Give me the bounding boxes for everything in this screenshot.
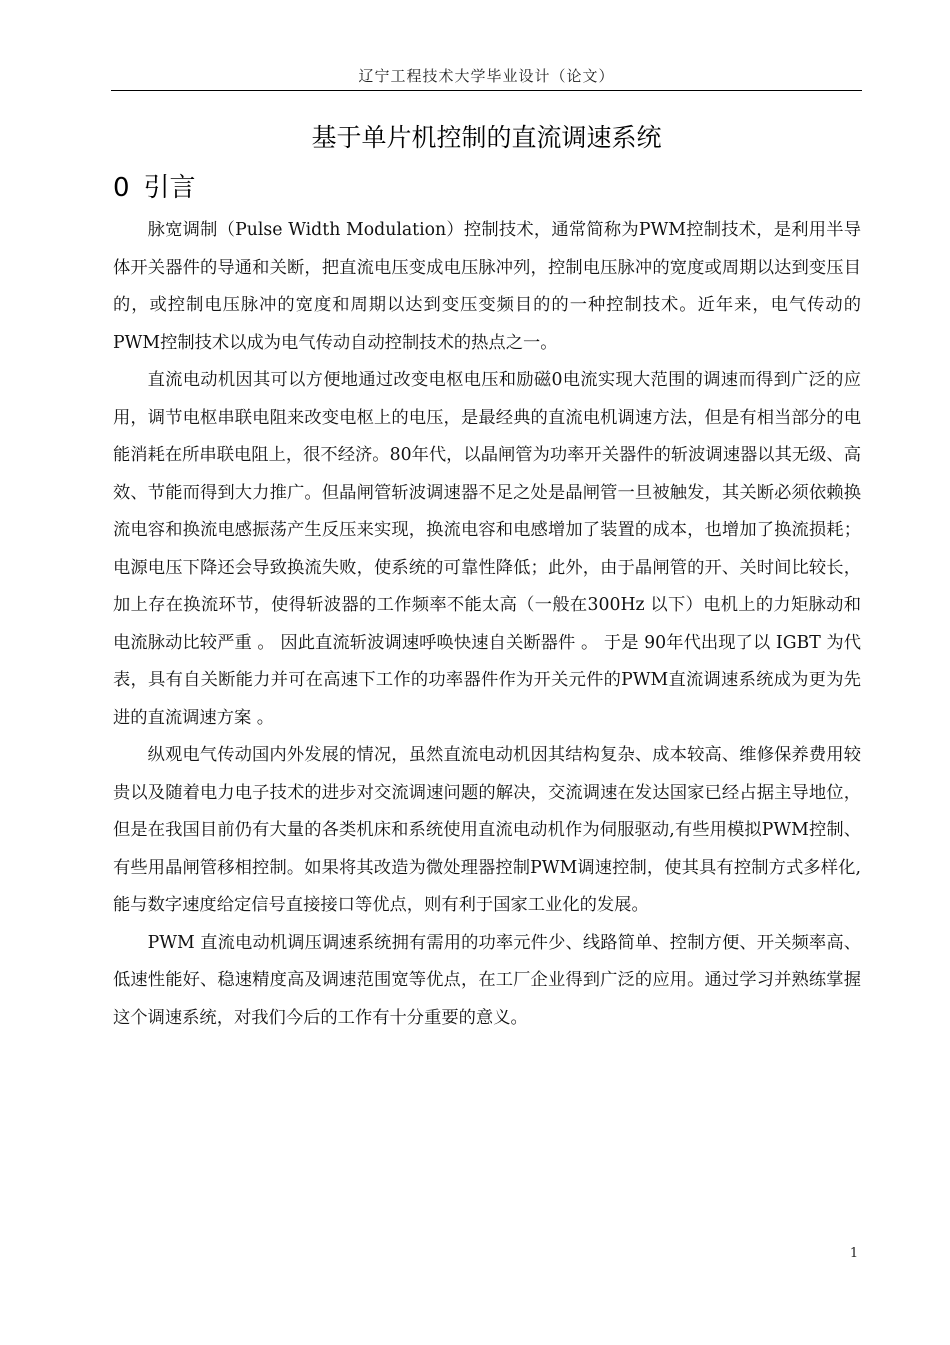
paragraph: 脉宽调制（Pulse Width Modulation）控制技术，通常简称为PWM控制技术，是利用半导体开关器件的导通和关断，把直流电压变成电压脉冲列，控制电压脉冲的宽度或周期以达到变压目的，或控制电压脉冲的宽度和周期以达到变压变频目的的一种控制技术。近年来，电气传动的PWM控制技术以成为电气传动自动控制技术的热点之一。 (113, 220, 861, 353)
paragraph: 纵观电气传动国内外发展的情况，虽然直流电动机因其结构复杂、成本较高、维修保养费用较贵以及随着电力电子技术的进步对交流调速问题的解决，交流调速在发达国家已经占据主导地位，但是在我国目前仍有大量的各类机床和系统使用直流电动机作为伺服驱动,有些用模拟PWM控制、有些用晶闸管移相控制。如果将其改造为微处理器控制PWM调速控制，使其具有控制方式多样化,能与数字速度给定信号直接接口等优点，则有利于国家工业化的发展。 (113, 745, 861, 915)
paragraph: PWM 直流电动机调压调速系统拥有需用的功率元件少、线路简单、控制方便、开关频率高、低速性能好、稳速精度高及调速范围宽等优点，在工厂企业得到广泛的应用。通过学习并熟练掌握这个调速系统，对我们今后的工作有十分重要的意义。 (113, 932, 861, 1028)
document-title: 基于单片机控制的直流调速系统 (311, 123, 662, 152)
body-text (113, 212, 861, 1037)
section-title: 引言 (143, 173, 196, 203)
running-header: 辽宁工程技术大学毕业设计（论文） (358, 67, 615, 85)
paragraph: 直流电动机因其可以方便地通过改变电枢电压和励磁0电流实现大范围的调速而得到广泛的应用，调节电枢串联电阻来改变电枢上的电压，是最经典的直流电机调速方法，但是有相当部分的电能消耗在所串联电阻上，很不经济。80年代，以晶闸管为功率开关器件的斩波调速器以其无级、高效、节能而得到大力推广。但晶闸管斩波调速器不足之处是晶闸管一旦被触发，其关断必须依赖换流电容和换流电感振荡产生反压来实现，换流电容和电感增加了装置的成本，也增加了换流损耗；电源电压下降还会导致换流失败，使系统的可靠性降低；此外，由于晶闸管的开、关时间比较长，加上存在换流环节，使得斩波器的工作频率不能太高（一般在300Hz 以下）电机上的力矩脉动和电流脉动比较严重 。 因此直流斩波调速呼唤快速自关断器件 。 于是 90年代出现了以 IGBT 为代表，具有自关断能力并可在高速下工作的功率器件作为开关元件的PWM直流调速系统成为更为先进的直流调速方案 。 (113, 370, 861, 728)
section-heading (113, 168, 196, 208)
page-number: 1 (849, 1246, 859, 1261)
section-number: 0 (113, 173, 130, 203)
header-rule (111, 90, 862, 91)
